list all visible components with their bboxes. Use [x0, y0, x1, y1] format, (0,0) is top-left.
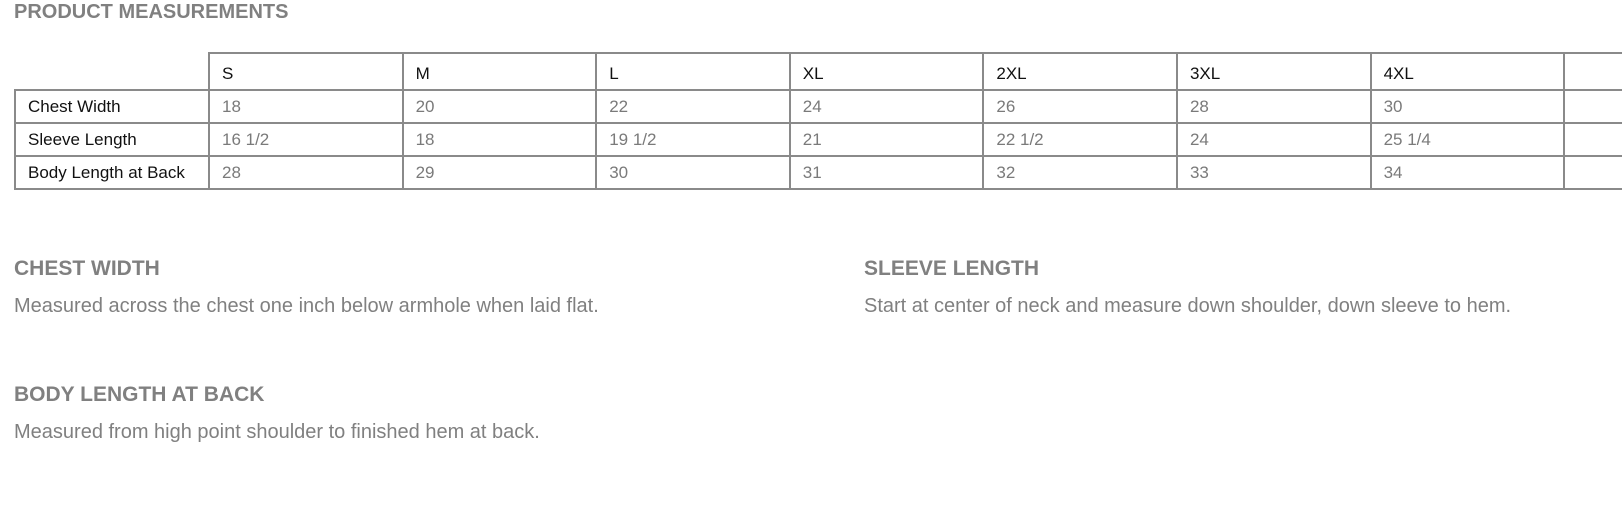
table-cell: 29: [403, 156, 597, 189]
size-header-s: S: [209, 53, 403, 90]
table-cell: 30: [596, 156, 790, 189]
table-cell: 18: [403, 123, 597, 156]
table-row-body-length: [15, 156, 1622, 189]
size-header-3xl: 3XL: [1177, 53, 1371, 90]
body-length-heading: BODY LENGTH AT BACK: [14, 383, 265, 406]
table-cell: 16 1/2: [209, 123, 403, 156]
table-cell: 24: [1177, 123, 1371, 156]
table-cell: 25 1/4: [1371, 123, 1565, 156]
row-label: Body Length at Back: [15, 156, 209, 189]
table-cell: 33: [1177, 156, 1371, 189]
table-cell: 34: [1371, 156, 1565, 189]
table-row-chest-width: [15, 90, 1622, 123]
body-length-text: Measured from high point shoulder to finished hem at back.: [14, 421, 540, 443]
table-cell: 19 1/2: [596, 123, 790, 156]
table-cell: 30: [1371, 90, 1565, 123]
table-cell: [1564, 90, 1622, 123]
table-corner-cell: [15, 53, 209, 90]
chest-width-heading: CHEST WIDTH: [14, 257, 160, 280]
sleeve-length-text: Start at center of neck and measure down shoulder, down sleeve to hem.: [864, 295, 1512, 317]
page-title: PRODUCT MEASUREMENTS: [14, 1, 289, 23]
size-header-m: M: [403, 53, 597, 90]
table-cell: 28: [1177, 90, 1371, 123]
table-cell: 22 1/2: [983, 123, 1177, 156]
table-row-sleeve-length: [15, 123, 1622, 156]
size-header-xl: XL: [790, 53, 984, 90]
table-cell: 22: [596, 90, 790, 123]
sleeve-length-description: [864, 257, 1512, 317]
size-header-l: L: [596, 53, 790, 90]
table-cell: 21: [790, 123, 984, 156]
chest-width-text: Measured across the chest one inch below armhole when laid flat.: [14, 295, 599, 317]
size-header-4xl: 4XL: [1371, 53, 1565, 90]
table-cell: [1564, 123, 1622, 156]
table-cell: 28: [209, 156, 403, 189]
table-cell: 20: [403, 90, 597, 123]
table-cell: 26: [983, 90, 1177, 123]
body-length-description: [14, 383, 540, 443]
measurements-table: [14, 52, 1622, 190]
table-header-row: [15, 53, 1622, 90]
sleeve-length-heading: SLEEVE LENGTH: [864, 257, 1040, 280]
chest-width-description: [14, 257, 599, 317]
table-cell: [1564, 156, 1622, 189]
table-cell: 32: [983, 156, 1177, 189]
size-header-cutoff: [1564, 53, 1622, 90]
table-cell: 18: [209, 90, 403, 123]
size-header-2xl: 2XL: [983, 53, 1177, 90]
table-cell: 31: [790, 156, 984, 189]
row-label: Chest Width: [15, 90, 209, 123]
row-label: Sleeve Length: [15, 123, 209, 156]
table-cell: 24: [790, 90, 984, 123]
